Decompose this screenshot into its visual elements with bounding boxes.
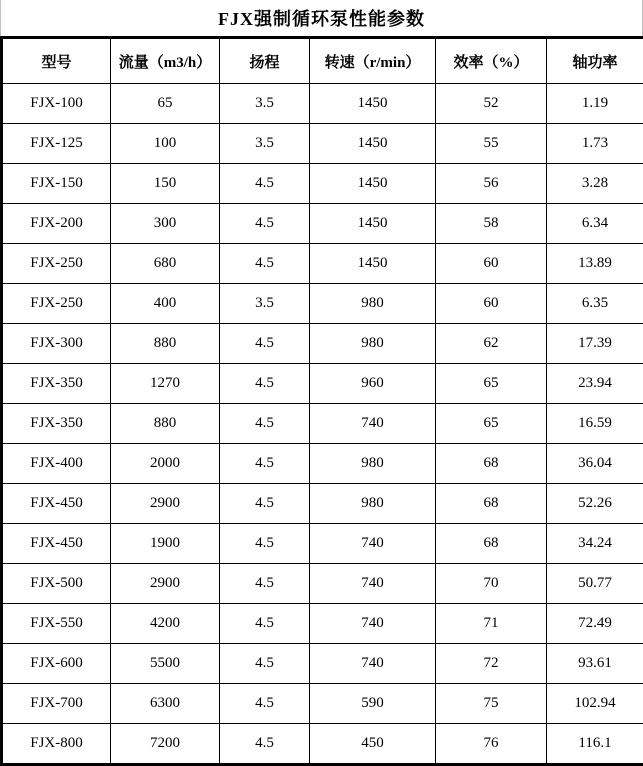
table-cell: 740 <box>310 604 436 644</box>
table-row <box>2 124 643 164</box>
table-cell: 4200 <box>111 604 220 644</box>
table-cell: 6.35 <box>547 284 643 324</box>
table-cell: 60 <box>436 244 547 284</box>
header-efficiency: 效率（%） <box>436 38 547 84</box>
table-cell: FJX-150 <box>2 164 111 204</box>
table-cell: 1450 <box>310 244 436 284</box>
header-shaft-power: 轴功率 <box>547 38 643 84</box>
table-cell: 50.77 <box>547 564 643 604</box>
table-cell: 400 <box>111 284 220 324</box>
table-cell: 3.5 <box>220 84 310 124</box>
table-cell: FJX-100 <box>2 84 111 124</box>
table-cell: 1450 <box>310 164 436 204</box>
table-cell: 52.26 <box>547 484 643 524</box>
table-cell: 4.5 <box>220 444 310 484</box>
table-cell: FJX-350 <box>2 404 111 444</box>
table-cell: 52 <box>436 84 547 124</box>
table-cell: 116.1 <box>547 724 643 765</box>
table-cell: 4.5 <box>220 484 310 524</box>
table-cell: 58 <box>436 204 547 244</box>
table-row <box>2 724 643 765</box>
table-cell: 6.34 <box>547 204 643 244</box>
table-cell: 65 <box>111 84 220 124</box>
table-cell: 76 <box>436 724 547 765</box>
table-cell: 450 <box>310 724 436 765</box>
table-row <box>2 324 643 364</box>
table-cell: 1900 <box>111 524 220 564</box>
table-cell: 150 <box>111 164 220 204</box>
table-cell: FJX-500 <box>2 564 111 604</box>
table-cell: FJX-800 <box>2 724 111 765</box>
table-cell: 2900 <box>111 484 220 524</box>
table-cell: FJX-200 <box>2 204 111 244</box>
table-row <box>2 444 643 484</box>
table-cell: 980 <box>310 444 436 484</box>
table-cell: 6300 <box>111 684 220 724</box>
table-cell: 36.04 <box>547 444 643 484</box>
table-cell: 1.73 <box>547 124 643 164</box>
table-title <box>0 0 643 36</box>
table-cell: 590 <box>310 684 436 724</box>
table-row <box>2 524 643 564</box>
table-cell: FJX-300 <box>2 324 111 364</box>
header-head: 扬程 <box>220 38 310 84</box>
table-cell: 1450 <box>310 84 436 124</box>
table-row <box>2 644 643 684</box>
table-cell: 65 <box>436 364 547 404</box>
table-cell: 3.28 <box>547 164 643 204</box>
table-cell: 4.5 <box>220 604 310 644</box>
table-cell: 56 <box>436 164 547 204</box>
table-cell: 1270 <box>111 364 220 404</box>
table-cell: FJX-700 <box>2 684 111 724</box>
table-cell: 4.5 <box>220 724 310 765</box>
table-body <box>2 84 643 765</box>
table-cell: FJX-600 <box>2 644 111 684</box>
table-cell: 2000 <box>111 444 220 484</box>
table-cell: FJX-250 <box>2 244 111 284</box>
table-title-text: FJX强制循环泵性能参数 <box>218 5 425 31</box>
table-cell: 4.5 <box>220 324 310 364</box>
table-row <box>2 244 643 284</box>
table-cell: 3.5 <box>220 124 310 164</box>
table-cell: 13.89 <box>547 244 643 284</box>
table-cell: 23.94 <box>547 364 643 404</box>
table-cell: 740 <box>310 564 436 604</box>
table-row <box>2 684 643 724</box>
table-row <box>2 404 643 444</box>
table-cell: 34.24 <box>547 524 643 564</box>
header-flow: 流量（m3/h） <box>111 38 220 84</box>
table-row <box>2 84 643 124</box>
table-cell: 740 <box>310 644 436 684</box>
table-cell: 960 <box>310 364 436 404</box>
table-cell: 4.5 <box>220 524 310 564</box>
table-cell: 4.5 <box>220 244 310 284</box>
table-cell: FJX-125 <box>2 124 111 164</box>
table-row <box>2 564 643 604</box>
table-cell: 4.5 <box>220 684 310 724</box>
table-cell: FJX-450 <box>2 524 111 564</box>
table-cell: 4.5 <box>220 564 310 604</box>
header-model: 型号 <box>2 38 111 84</box>
table-cell: 17.39 <box>547 324 643 364</box>
table-cell: 300 <box>111 204 220 244</box>
table-cell: 4.5 <box>220 364 310 404</box>
table-cell: 71 <box>436 604 547 644</box>
table-cell: 980 <box>310 284 436 324</box>
table-cell: 100 <box>111 124 220 164</box>
table-cell: FJX-450 <box>2 484 111 524</box>
table-cell: FJX-250 <box>2 284 111 324</box>
table-cell: FJX-550 <box>2 604 111 644</box>
table-cell: 65 <box>436 404 547 444</box>
table-cell: 68 <box>436 444 547 484</box>
table-cell: 62 <box>436 324 547 364</box>
table-cell: 5500 <box>111 644 220 684</box>
table-cell: 880 <box>111 324 220 364</box>
table-cell: 7200 <box>111 724 220 765</box>
table-header <box>2 38 643 84</box>
table-cell: 740 <box>310 404 436 444</box>
table-cell: 1450 <box>310 204 436 244</box>
table-cell: 4.5 <box>220 204 310 244</box>
table-cell: FJX-400 <box>2 444 111 484</box>
table-row <box>2 604 643 644</box>
header-speed: 转速（r/min） <box>310 38 436 84</box>
header-row <box>2 38 643 84</box>
table-cell: 68 <box>436 524 547 564</box>
table-cell: 75 <box>436 684 547 724</box>
table-cell: 60 <box>436 284 547 324</box>
table-cell: 740 <box>310 524 436 564</box>
table-cell: 72 <box>436 644 547 684</box>
table-row <box>2 284 643 324</box>
table-cell: 102.94 <box>547 684 643 724</box>
table-cell: 1.19 <box>547 84 643 124</box>
table-row <box>2 204 643 244</box>
pump-performance-table <box>0 36 643 766</box>
table-cell: 16.59 <box>547 404 643 444</box>
table-cell: 880 <box>111 404 220 444</box>
table-cell: 70 <box>436 564 547 604</box>
table-cell: 68 <box>436 484 547 524</box>
table-cell: FJX-350 <box>2 364 111 404</box>
table-cell: 4.5 <box>220 404 310 444</box>
table-cell: 93.61 <box>547 644 643 684</box>
table-cell: 980 <box>310 324 436 364</box>
table-cell: 680 <box>111 244 220 284</box>
table-cell: 2900 <box>111 564 220 604</box>
table-cell: 4.5 <box>220 164 310 204</box>
table-cell: 72.49 <box>547 604 643 644</box>
table-cell: 4.5 <box>220 644 310 684</box>
table-row <box>2 484 643 524</box>
table-cell: 3.5 <box>220 284 310 324</box>
table-cell: 980 <box>310 484 436 524</box>
table-row <box>2 364 643 404</box>
table-cell: 1450 <box>310 124 436 164</box>
table-cell: 55 <box>436 124 547 164</box>
table-row <box>2 164 643 204</box>
